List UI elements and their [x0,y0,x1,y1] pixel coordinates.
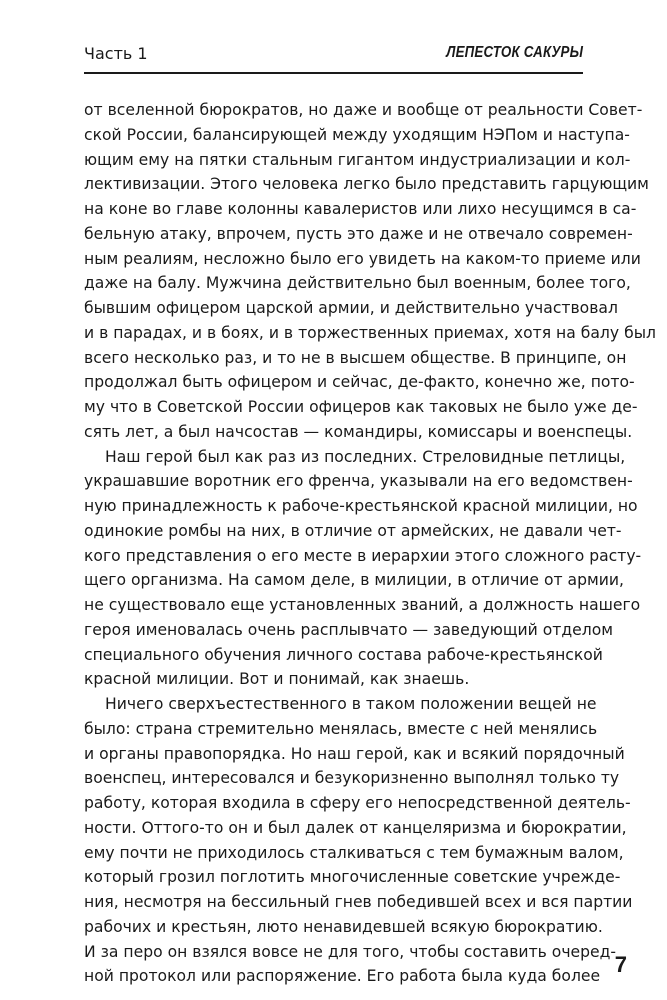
text-line: ющим ему на пятки стальным гигантом индустриализации и кол- [84,150,631,169]
paragraph [84,98,656,445]
text-line: И за перо он взялся вовсе не для того, чтобы составить очеред- [84,942,617,961]
text-line: который грозил поглотить многочисленные советские учрежде- [84,868,621,887]
text-line: работу, которая входила в сферу его непосредственной деятель- [84,794,631,812]
text-line: всего несколько раз, и то не в высшем обществе. В принципе, он [84,348,627,367]
text-line: героя именовалась очень расплывчато — заведующий отделом [84,620,614,639]
text-line: украшавшие воротник его френча, указывали на его ведомствен- [84,472,633,491]
text-line: ской России, балансирующей между уходящим НЭПом и наступа- [84,125,630,144]
text-line: не существовало еще установленных званий, а должность нашего [84,596,641,614]
text-line: одинокие ромбы на них, в отличие от армейских, не давали чет- [84,521,622,540]
text-line: бывшим офицером царской армии, и действительно участвовал [84,299,618,317]
text-line: и в парадах, и в боях, и в торжественных приемах, хотя на балу был [84,323,656,342]
text-line: сять лет, а был начсостав — командиры, комиссары и военспецы. [84,422,633,441]
text-line: военспец, интересовался и безукоризненно выполнял только ту [84,769,620,788]
running-header [84,42,583,64]
text-line: даже на балу. Мужчина действительно был военным, более того, [84,274,631,293]
text-line: кого представления о его месте в иерархии этого сложного расту- [84,546,642,565]
text-line: специального обучения личного состава рабоче-крестьянской [84,645,603,664]
paragraph [84,445,642,693]
text-line: му что в Советской России офицеров как таковых не было уже де- [84,398,638,416]
text-line: щего организма. На самом деле, в милиции, в отличие от армии, [84,571,624,590]
text-line: ным реалиям, несложно было его увидеть на каком-то приеме или [84,249,641,268]
text-line: ную принадлежность к рабоче-крестьянской красной милиции, но [84,497,638,515]
text-line: ной протокол или распоряжение. Его работа была куда более [84,967,601,986]
text-line: на коне во главе колонны кавалеристов или лихо несущимся в са- [84,200,637,218]
part-label: Часть 1 [84,43,148,63]
text-line: бельную атаку, впрочем, пусть это даже и не отвечало современ- [84,224,633,243]
book-title: ЛЕПЕСТОК САКУРЫ [446,44,583,61]
body-text [84,98,656,989]
text-line: Ничего сверхъестественного в таком положении вещей не [105,695,597,713]
page-number: 7 [614,952,627,977]
text-line: красной милиции. Вот и понимай, как знаешь. [84,670,470,689]
text-line: ности. Оттого-то он и был далек от канцеляризма и бюрократии, [84,818,627,837]
paragraph [84,692,633,989]
text-line: и органы правопорядка. Но наш герой, как и всякий порядочный [84,744,625,763]
text-line: продолжал быть офицером и сейчас, де-факто, конечно же, пото- [84,373,635,392]
text-line: лективизации. Этого человека легко было представить гарцующим [84,175,649,194]
text-line: рабочих и крестьян, люто ненавидевшей всякую бюрократию. [84,917,603,936]
text-line: ния, несмотря на бессильный гнев победившей всех и вся партии [84,893,633,911]
text-line: было: страна стремительно менялась, вместе с ней менялись [84,719,598,738]
text-line: Наш герой был как раз из последних. Стреловидные петлицы, [105,447,626,466]
text-line: ему почти не приходилось сталкиваться с тем бумажным валом, [84,843,624,862]
header-rule [84,72,583,74]
text-line: от вселенной бюрократов, но даже и вообще от реальности Совет- [84,101,643,119]
